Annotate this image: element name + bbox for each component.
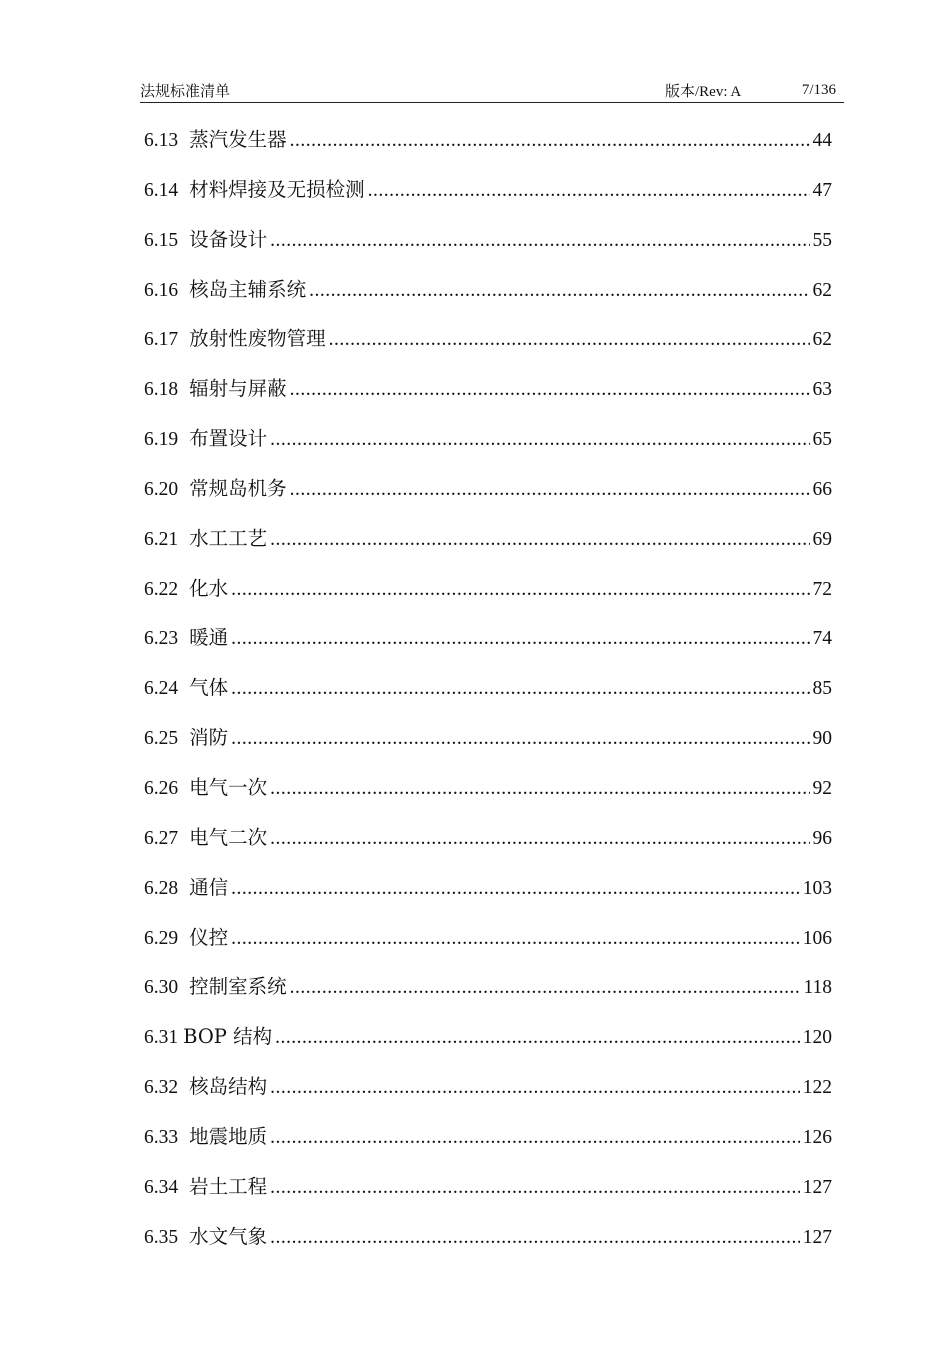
toc-entry-title: 电气二次 (189, 825, 268, 849)
toc-entry[interactable] (144, 1071, 832, 1121)
toc-entry-title: 材料焊接及无损检测 (189, 177, 365, 201)
toc-entry-title: 水工工艺 (189, 526, 268, 550)
toc-entry-title: 化水 (189, 576, 229, 600)
toc-entry[interactable] (144, 423, 832, 473)
toc-entry-number: 6.14 (144, 179, 179, 201)
page-number: 7/136 (801, 82, 836, 98)
toc-entry-page: 47 (812, 179, 832, 201)
toc-entry-page: 120 (802, 1027, 832, 1049)
toc-entry-page: 96 (812, 827, 832, 849)
toc-entry[interactable] (144, 274, 832, 324)
toc-entry-page: 103 (802, 877, 832, 899)
toc-entry-number: 6.20 (144, 478, 179, 500)
toc-entry-page: 63 (812, 379, 832, 401)
toc-entry-number: 6.22 (144, 578, 179, 600)
toc-entry-page: 74 (812, 628, 832, 650)
toc-entry-number: 6.30 (144, 977, 179, 999)
toc-leader (231, 878, 800, 900)
toc-leader (270, 778, 809, 800)
toc-leader (290, 130, 810, 152)
toc-leader (368, 180, 810, 202)
toc-entry-page: 62 (812, 329, 832, 351)
toc-entry-number: 6.18 (144, 379, 179, 401)
toc-leader (290, 479, 810, 501)
toc-entry-number: 6.13 (144, 130, 179, 151)
toc-entry-page: 72 (812, 578, 832, 600)
toc-entry-title: 蒸汽发生器 (189, 128, 287, 151)
toc-entry[interactable] (144, 772, 832, 822)
toc-entry-title: 常规岛机务 (189, 476, 287, 500)
toc-leader (270, 1077, 800, 1099)
toc-leader (309, 280, 809, 302)
toc-entry-page: 85 (812, 678, 832, 700)
toc-entry-number: 6.21 (144, 528, 179, 550)
toc-entry-page: 65 (812, 429, 832, 451)
toc-entry-number: 6.24 (144, 678, 179, 700)
toc-leader (270, 1177, 800, 1199)
toc-leader (270, 828, 809, 850)
toc-entry-page: 44 (812, 130, 832, 151)
toc-entry-number: 6.34 (144, 1176, 179, 1198)
toc-entry[interactable] (144, 971, 832, 1021)
toc-entry-number: 6.19 (144, 429, 179, 451)
toc-leader (270, 529, 809, 551)
toc-entry-page: 106 (802, 927, 832, 949)
toc-entry-number: 6.31 (144, 1027, 179, 1049)
toc-entry[interactable] (144, 1171, 832, 1221)
toc-entry-title: BOP 结构 (183, 1025, 273, 1049)
toc-entry-title: 布置设计 (189, 427, 268, 451)
toc-entry[interactable] (144, 1221, 832, 1271)
toc-entry[interactable] (144, 523, 832, 573)
toc-entry-number: 6.27 (144, 827, 179, 849)
toc-entry-title: 电气一次 (189, 775, 268, 799)
toc-entry-page: 90 (812, 728, 832, 750)
toc-entry-number: 6.28 (144, 877, 179, 899)
toc-leader (231, 928, 800, 950)
toc-entry[interactable] (144, 124, 832, 174)
toc-entry[interactable] (144, 174, 832, 224)
toc-entry-number: 6.26 (144, 777, 179, 799)
toc-entry[interactable] (144, 1121, 832, 1171)
toc-leader (231, 628, 809, 650)
toc-leader (329, 329, 810, 351)
toc-entry-number: 6.17 (144, 329, 179, 351)
toc-entry-title: 气体 (189, 676, 229, 700)
toc-entry-page: 122 (802, 1077, 832, 1099)
toc-entry-title: 通信 (189, 875, 229, 899)
toc-leader (231, 728, 809, 750)
toc-leader (270, 1227, 800, 1249)
toc-entry[interactable] (144, 473, 832, 523)
toc-entry[interactable] (144, 323, 832, 373)
toc-entry-title: 暖通 (189, 626, 229, 650)
table-of-contents (144, 124, 832, 1270)
toc-leader (231, 678, 809, 700)
toc-entry-page: 127 (802, 1176, 832, 1198)
toc-entry[interactable] (144, 822, 832, 872)
toc-entry-page: 62 (812, 279, 832, 301)
toc-entry-page: 118 (803, 977, 832, 999)
toc-entry[interactable] (144, 622, 832, 672)
toc-leader (270, 429, 809, 451)
toc-entry[interactable] (144, 1021, 832, 1071)
toc-leader (270, 1127, 800, 1149)
toc-entry-title: 水文气象 (189, 1224, 268, 1248)
toc-entry[interactable] (144, 573, 832, 623)
toc-entry-page: 92 (812, 777, 832, 799)
toc-entry[interactable] (144, 224, 832, 274)
toc-entry-title: 核岛结构 (189, 1075, 268, 1099)
toc-entry-number: 6.23 (144, 628, 179, 650)
toc-entry-number: 6.32 (144, 1077, 179, 1099)
toc-entry-page: 55 (812, 229, 832, 251)
document-title: 法规标准清单 (140, 82, 231, 100)
toc-entry-page: 66 (812, 478, 832, 500)
toc-leader (231, 579, 809, 601)
toc-entry-number: 6.29 (144, 927, 179, 949)
toc-entry-title: 控制室系统 (189, 975, 287, 999)
toc-entry-title: 辐射与屏蔽 (189, 377, 287, 401)
toc-entry-title: 设备设计 (189, 227, 268, 251)
toc-leader (290, 379, 810, 401)
toc-entry[interactable] (144, 922, 832, 972)
toc-entry-number: 6.16 (144, 279, 179, 301)
page-header (140, 78, 844, 103)
toc-entry-title: 岩土工程 (189, 1174, 268, 1198)
toc-entry-title: 消防 (189, 726, 229, 750)
toc-entry[interactable] (144, 373, 832, 423)
toc-entry-number: 6.15 (144, 229, 179, 251)
toc-leader (270, 230, 809, 252)
toc-entry-number: 6.33 (144, 1126, 179, 1148)
toc-entry-title: 核岛主辅系统 (189, 277, 307, 301)
toc-entry[interactable] (144, 722, 832, 772)
toc-leader (290, 977, 801, 999)
toc-entry[interactable] (144, 872, 832, 922)
toc-entry-number: 6.35 (144, 1226, 179, 1248)
toc-entry[interactable] (144, 672, 832, 722)
toc-entry-page: 127 (802, 1226, 832, 1248)
toc-leader (275, 1027, 800, 1049)
revision-label: 版本/Rev: A (665, 84, 742, 100)
toc-entry-page: 126 (802, 1126, 832, 1148)
toc-entry-number: 6.25 (144, 728, 179, 750)
toc-entry-title: 仪控 (189, 925, 229, 949)
toc-entry-title: 放射性废物管理 (189, 327, 326, 351)
toc-entry-page: 69 (812, 528, 832, 550)
toc-entry-title: 地震地质 (189, 1124, 268, 1148)
